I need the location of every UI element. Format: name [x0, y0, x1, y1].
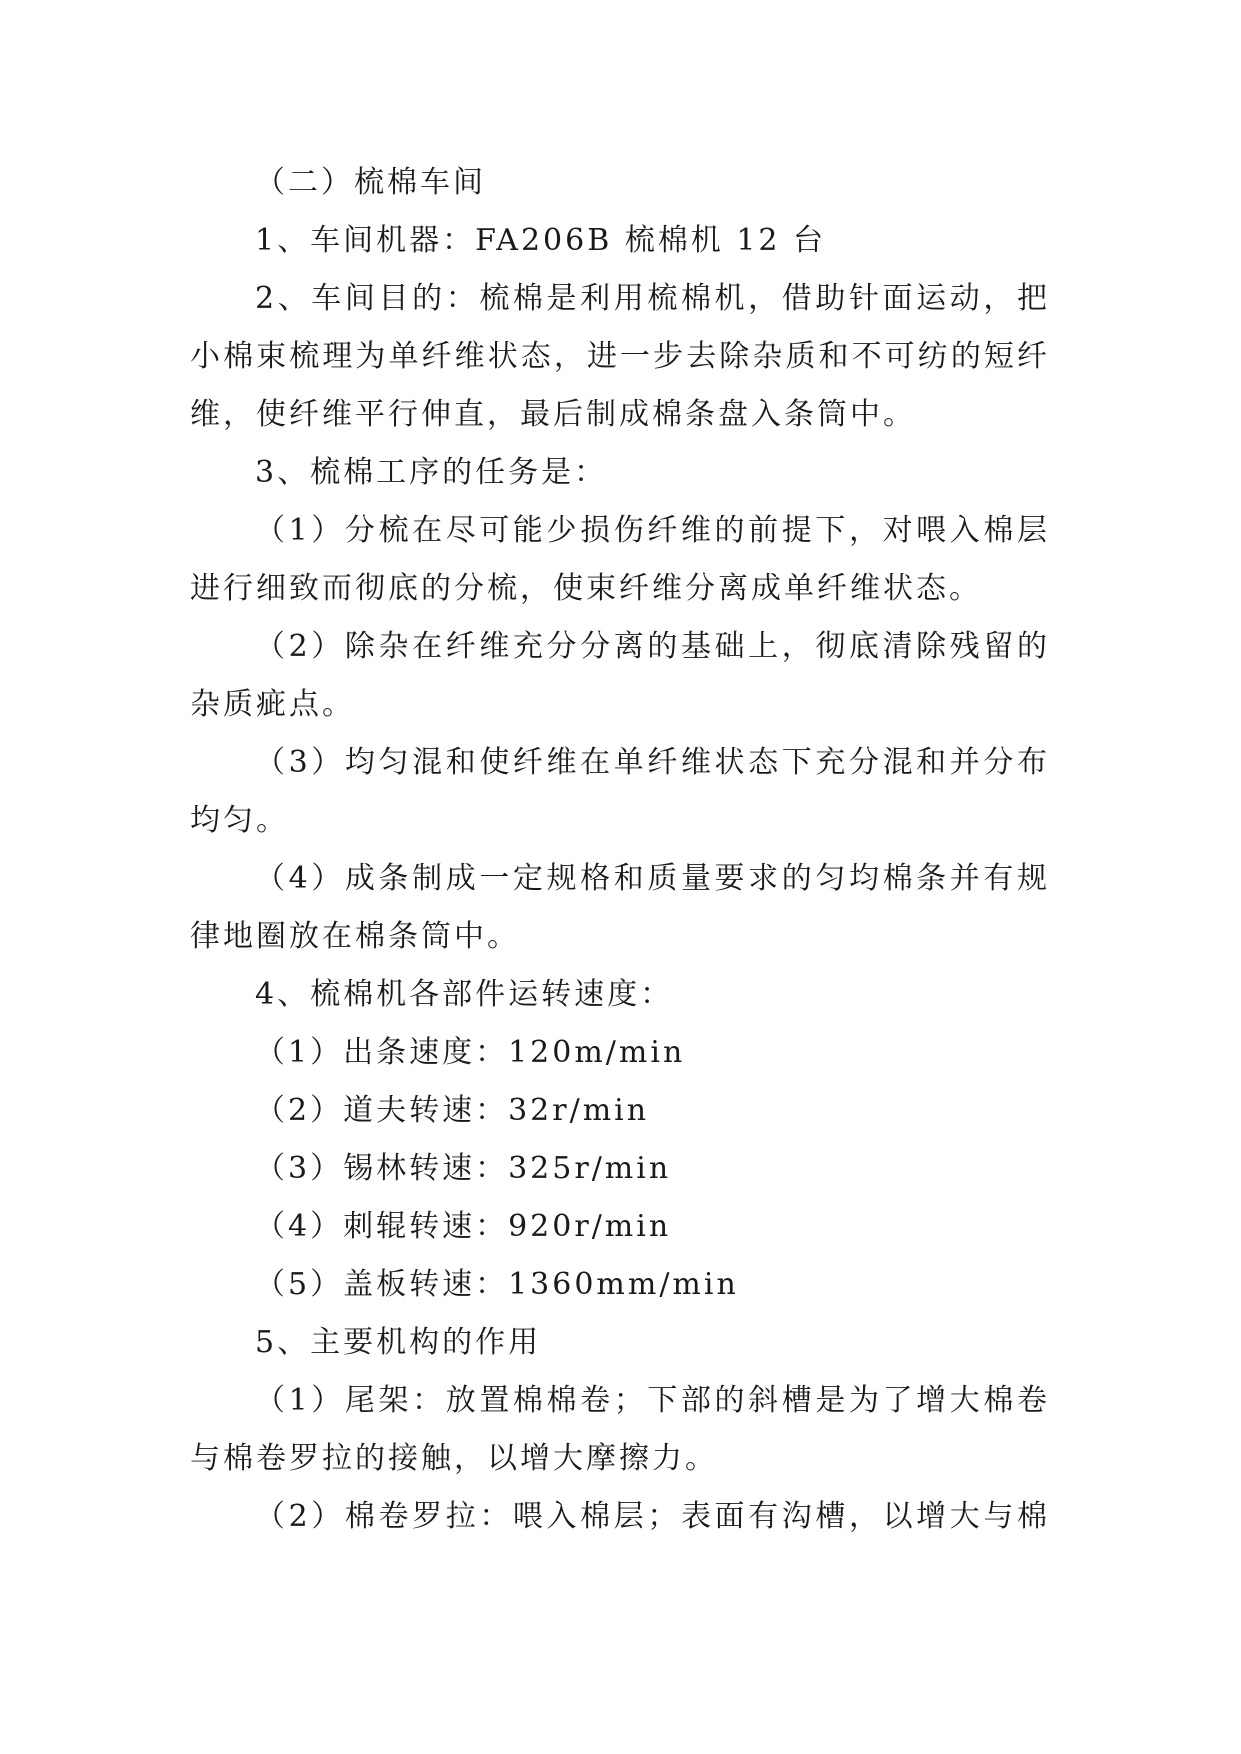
- speed-item-1: （1）出条速度：120m/min: [255, 1035, 686, 1070]
- task-1-line-2: 进行细致而彻底的分梳，使束纤维分离成单纤维状态。: [190, 571, 982, 606]
- mechanism-1-line-2: 与棉卷罗拉的接触，以增大摩擦力。: [190, 1441, 718, 1476]
- task-2-line-1: （2）除杂在纤维充分分离的基础上，彻底清除残留的: [255, 629, 1050, 664]
- task-3-line-2: 均匀。: [190, 803, 289, 838]
- task-4-line-1: （4）成条制成一定规格和质量要求的匀均棉条并有规: [255, 861, 1050, 896]
- paragraph-purpose-line-3: 维，使纤维平行伸直，最后制成棉条盘入条筒中。: [190, 397, 916, 432]
- task-3-line-1: （3）均匀混和使纤维在单纤维状态下充分混和并分布: [255, 745, 1050, 780]
- speed-item-3: （3）锡林转速：325r/min: [255, 1151, 672, 1186]
- mechanism-1-line-1: （1）尾架：放置棉棉卷；下部的斜槽是为了增大棉卷: [255, 1383, 1050, 1418]
- paragraph-tasks-heading: 3、梳棉工序的任务是：: [255, 455, 608, 490]
- paragraph-purpose-line-1: 2、车间目的：梳棉是利用梳棉机，借助针面运动，把: [255, 281, 1050, 316]
- speed-item-5: （5）盖板转速：1360mm/min: [255, 1267, 739, 1302]
- paragraph-machines: 1、车间机器：FA206B 梳棉机 12 台: [255, 223, 827, 258]
- speed-item-2: （2）道夫转速：32r/min: [255, 1093, 650, 1128]
- mechanism-2-line-1: （2）棉卷罗拉：喂入棉层；表面有沟槽，以增大与棉: [255, 1499, 1050, 1534]
- speeds-heading: 4、梳棉机各部件运转速度：: [255, 977, 674, 1012]
- mechanisms-heading: 5、主要机构的作用: [255, 1325, 542, 1360]
- section-heading: （二）梳棉车间: [255, 165, 486, 200]
- speed-item-4: （4）刺辊转速：920r/min: [255, 1209, 672, 1244]
- task-1-line-1: （1）分梳在尽可能少损伤纤维的前提下，对喂入棉层: [255, 513, 1050, 548]
- task-4-line-2: 律地圈放在棉条筒中。: [190, 919, 520, 954]
- task-2-line-2: 杂质疵点。: [190, 687, 355, 722]
- paragraph-purpose-line-2: 小棉束梳理为单纤维状态，进一步去除杂质和不可纺的短纤: [190, 339, 1050, 374]
